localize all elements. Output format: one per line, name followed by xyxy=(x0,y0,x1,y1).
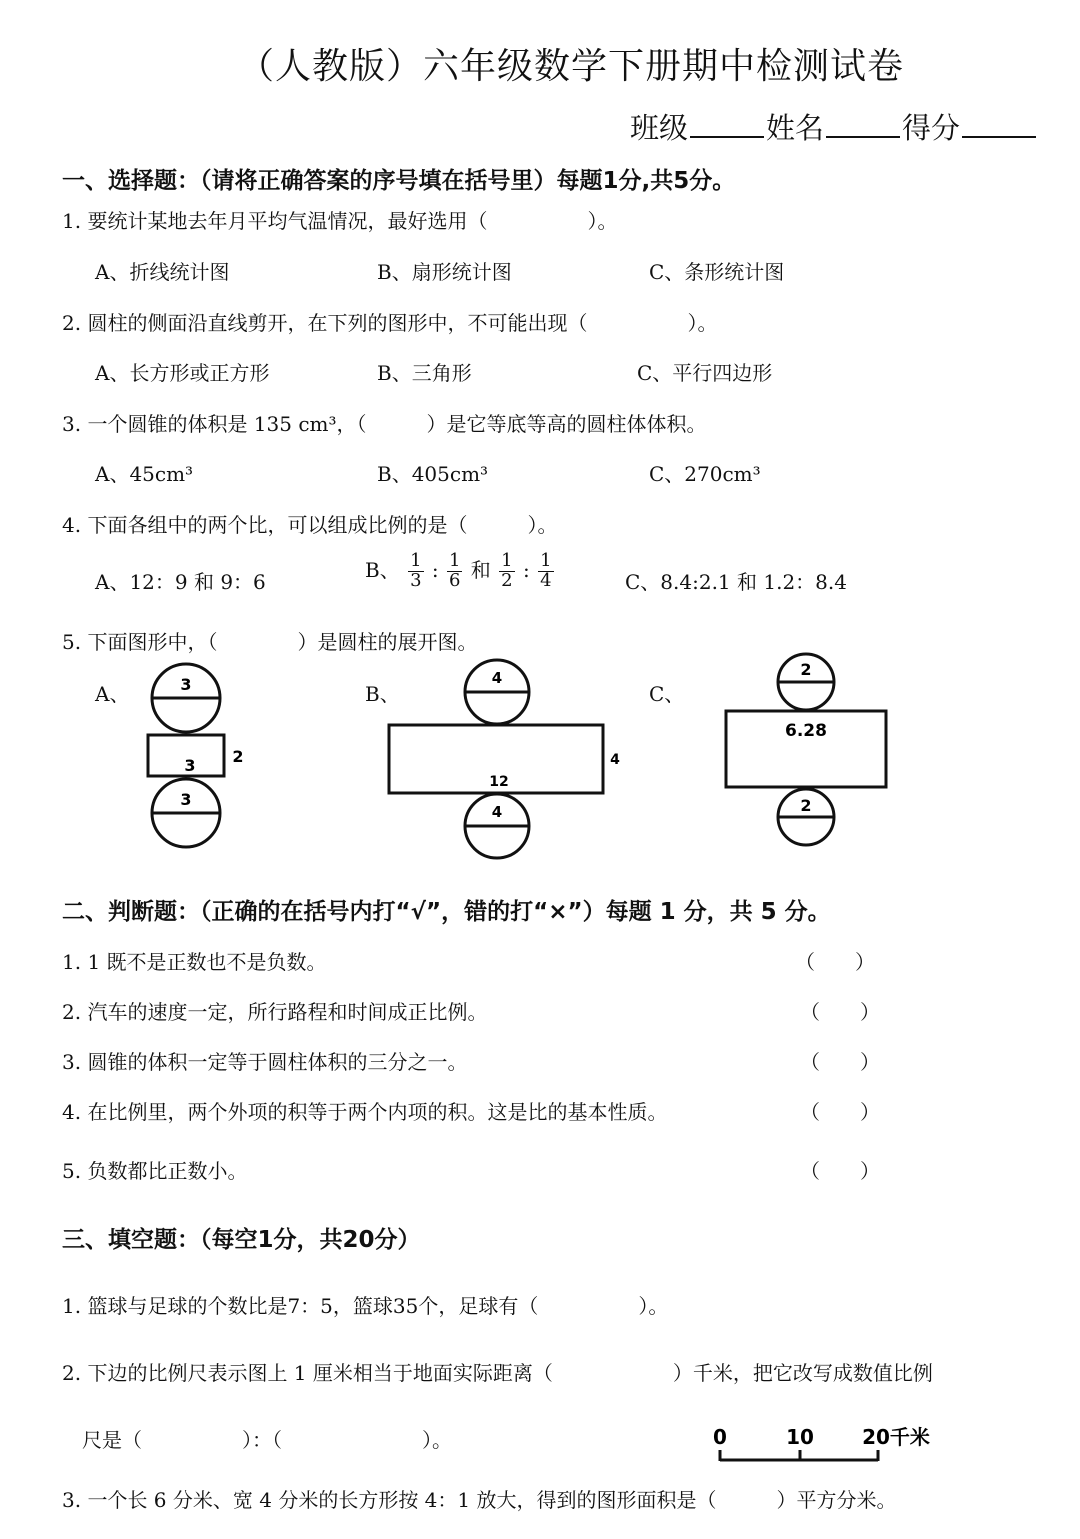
label-rect-top: 6.28 xyxy=(785,721,827,741)
s2-item-2: 2. 汽车的速度一定，所行路程和时间成正比例。 xyxy=(62,1000,488,1024)
s1-q2-option-a: A、长方形或正方形 xyxy=(95,361,270,385)
label-top: 4 xyxy=(491,669,503,687)
s3-question-3: 3. 一个长 6 分米、宽 4 分米的长方形按 4：1 放大，得到的图形面积是（ ）平方分米。 xyxy=(62,1488,897,1512)
cylinder-net-b xyxy=(385,652,630,862)
fraction: $\frac{1}{4}$ xyxy=(540,550,552,591)
score-blank[interactable] xyxy=(962,112,1036,138)
s2-item-5: 5. 负数都比正数小。 xyxy=(62,1159,248,1183)
s1-q3-option-a: A、45cm³ xyxy=(95,462,194,486)
s1-q1-option-b: B、扇形统计图 xyxy=(377,260,512,284)
name-blank[interactable] xyxy=(826,112,900,138)
fraction: $\frac{1}{3}$ xyxy=(410,550,422,591)
s2-item-4: 4. 在比例里，两个外项的积等于两个内项的积。这是比的基本性质。 xyxy=(62,1100,668,1124)
s2-answer-3[interactable]: （ ） xyxy=(800,1050,880,1074)
scale-label-20: 20千米 xyxy=(862,1425,930,1449)
page-title: （人教版）六年级数学下册期中检测试卷 xyxy=(238,46,905,87)
s1-q1-option-a: A、折线统计图 xyxy=(95,260,230,284)
score-label: 得分 xyxy=(902,111,961,145)
s1-question-4: 4. 下面各组中的两个比，可以组成比例的是（ ）。 xyxy=(62,513,558,537)
class-label: 班级 xyxy=(630,111,689,145)
s1-question-2: 2. 圆柱的侧面沿直线剪开，在下列的图形中，不可能出现（ ）。 xyxy=(62,311,718,335)
s2-answer-4[interactable]: （ ） xyxy=(800,1100,880,1124)
label-bottom: 2 xyxy=(800,796,812,815)
s2-answer-2[interactable]: （ ） xyxy=(800,1000,880,1024)
s1-q4-option-c: C、8.4:2.1 和 1.2：8.4 xyxy=(625,570,847,594)
s1-q2-option-b: B、三角形 xyxy=(377,361,472,385)
label-rect-bottom: 12 xyxy=(489,774,509,790)
s3-question-2-line-1: 2. 下边的比例尺表示图上 1 厘米相当于地面实际距离（ ）千米，把它改写成数值比例 xyxy=(62,1361,933,1385)
label-top: 2 xyxy=(800,660,812,679)
label-rect-side: 2 xyxy=(232,747,244,766)
scale-bar xyxy=(700,1418,950,1470)
s1-question-1: 1. 要统计某地去年月平均气温情况，最好选用（ ）。 xyxy=(62,209,618,233)
section-3-title: 三、填空题：（每空1分，共20分） xyxy=(62,1227,421,1253)
s1-q4-option-a: A、12：9 和 9：6 xyxy=(95,570,266,594)
s3-question-2-line-2: 尺是（ ）：（ ）。 xyxy=(82,1428,452,1452)
ratio-colon: : xyxy=(431,557,439,582)
s1-q4-option-b xyxy=(365,552,556,591)
s1-q3-option-b: B、405cm³ xyxy=(377,462,489,486)
s2-answer-5[interactable]: （ ） xyxy=(800,1159,880,1183)
and-word: 和 xyxy=(470,557,491,582)
label-rect-side: 4 xyxy=(610,752,620,768)
s1-q5-option-a: A、 xyxy=(95,682,130,706)
cylinder-net-a xyxy=(140,660,260,855)
s2-item-3: 3. 圆锥的体积一定等于圆柱体积的三分之一。 xyxy=(62,1050,468,1074)
s2-item-1: 1. 1 既不是正数也不是负数。 xyxy=(62,950,327,974)
scale-label-0: 0 xyxy=(713,1425,727,1449)
s3-question-1: 1. 篮球与足球的个数比是7：5，篮球35个，足球有（ ）。 xyxy=(62,1294,669,1318)
class-blank[interactable] xyxy=(690,112,764,138)
s2-answer-1[interactable]: （ ） xyxy=(795,950,875,974)
section-1-title: 一、选择题：（请将正确答案的序号填在括号里）每题1分,共5分。 xyxy=(62,168,736,194)
s1-q5-option-c: C、 xyxy=(649,682,685,706)
s1-q1-option-c: C、条形统计图 xyxy=(649,260,785,284)
label-bottom: 4 xyxy=(491,803,503,821)
s1-q2-option-c: C、平行四边形 xyxy=(637,361,773,385)
s1-question-5: 5. 下面图形中，（ ）是圆柱的展开图。 xyxy=(62,630,478,654)
fraction: $\frac{1}{2}$ xyxy=(501,550,513,591)
s1-question-3: 3. 一个圆锥的体积是 135 cm³，（ ）是它等底等高的圆柱体体积。 xyxy=(62,412,707,436)
section-2-title: 二、判断题：（正确的在括号内打“√”，错的打“×”）每题 1 分，共 5 分。 xyxy=(62,899,831,925)
ratio-colon: : xyxy=(522,557,530,582)
label-top: 3 xyxy=(180,675,192,694)
cylinder-net-c xyxy=(720,650,895,855)
label-rect-bottom: 3 xyxy=(184,756,196,775)
scale-label-10: 10 xyxy=(786,1425,814,1449)
s1-q5-option-b: B、 xyxy=(365,682,400,706)
fraction: $\frac{1}{6}$ xyxy=(448,550,461,591)
s1-q3-option-c: C、270cm³ xyxy=(649,462,761,486)
student-info xyxy=(630,106,1038,147)
label-bottom: 3 xyxy=(180,790,192,809)
s1-q4-b-prefix: B、 xyxy=(365,557,400,582)
name-label: 姓名 xyxy=(766,111,825,145)
